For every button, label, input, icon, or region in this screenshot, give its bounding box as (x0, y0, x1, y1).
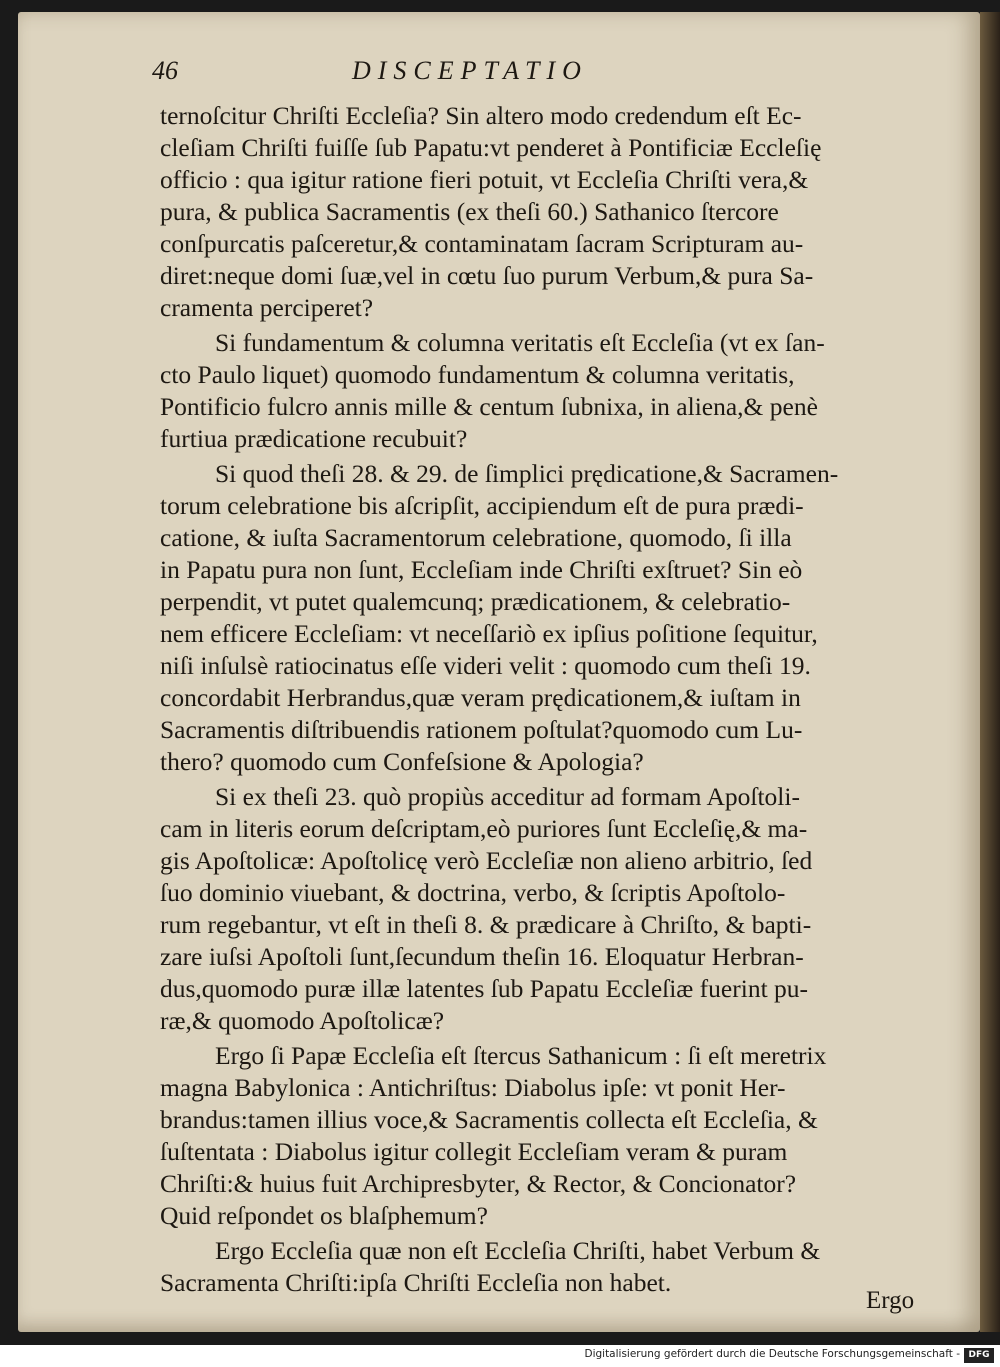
text-line: ternoſcitur Chriſti Eccleſia? Sin altero modo credendum eſt Ec- (160, 101, 802, 130)
paragraph (160, 100, 932, 324)
text-line: Chriſti:& huius fuit Archipresbyter, & Rector, & Concionator? (160, 1169, 797, 1198)
text-line: cam in literis eorum deſcriptam,eò puriores ſunt Eccleſię,& ma- (160, 814, 808, 843)
text-line: thero? quomodo cum Confeſsione & Apologia? (160, 747, 644, 776)
text-line: in Papatu pura non ſunt, Eccleſiam inde Chriſti exſtruet? Sin eò (160, 555, 803, 584)
text-line: rum regebantur, vt eſt in theſi 8. & prædicare à Chriſto, & bapti- (160, 910, 812, 939)
text-line: Sacramentis diſtribuendis rationem poſtulat?quomodo cum Lu- (160, 715, 803, 744)
text-line: niſi inſulsè ratiocinatus eſſe videri velit : quomodo cum theſi 19. (160, 651, 811, 680)
text-line: diret:neque domi ſuæ,vel in cœtu ſuo purum Verbum,& pura Sa- (160, 261, 814, 290)
text-line: Ergo ſi Papæ Eccleſia eſt ſtercus Sathanicum : ſi eſt meretrix (215, 1041, 827, 1070)
text-line: Si fundamentum & columna veritatis eſt Eccleſia (vt ex ſan- (215, 328, 825, 357)
text-line: Pontificio fulcro annis mille & centum ſubnixa, in aliena,& penè (160, 392, 818, 421)
text-line: cramenta perciperet? (160, 293, 374, 322)
paragraph (160, 1235, 932, 1299)
page-header (152, 56, 672, 90)
text-line: officio : qua igitur ratione fieri potuit, vt Eccleſia Chriſti vera,& (160, 165, 809, 194)
footer-credit: Digitalisierung gefördert durch die Deutsche Forschungsgemeinschaft - (584, 1348, 960, 1360)
text-line: ſuſtentata : Diabolus igitur collegit Eccleſiam veram & puram (160, 1137, 788, 1166)
book-binding (980, 12, 1000, 1332)
text-line: nem efficere Eccleſiam: vt neceſſariò ex ipſius poſitione ſequitur, (160, 619, 818, 648)
text-line: conſpurcatis paſceretur,& contaminatam ſacram Scripturam au- (160, 229, 804, 258)
text-block (160, 100, 932, 1302)
text-line: catione, & iuſta Sacramentorum celebratione, quomodo, ſi illa (160, 523, 792, 552)
text-line: brandus:tamen illius voce,& Sacramentis collecta eſt Eccleſia, & (160, 1105, 818, 1134)
paragraph (160, 458, 932, 778)
paragraph (160, 327, 932, 455)
text-line: Si ex theſi 23. quò propiùs acceditur ad formam Apoſtoli- (215, 782, 800, 811)
text-line: gis Apoſtolicæ: Apoſtolicę verò Eccleſiæ non alieno arbitrio, ſed (160, 846, 813, 875)
text-line: cleſiam Chriſti fuiſſe ſub Papatu:vt penderet à Pontificiæ Eccleſię (160, 133, 822, 162)
text-line: Ergo Eccleſia quæ non eſt Eccleſia Chriſti, habet Verbum & (215, 1236, 821, 1265)
paragraph (160, 1040, 932, 1232)
text-line: ſuo dominio viuebant, & doctrina, verbo, & ſcriptis Apoſtolo- (160, 878, 786, 907)
text-line: zare iuſsi Apoſtoli ſunt,ſecundum theſin 16. Eloquatur Herbran- (160, 942, 804, 971)
text-line: concordabit Herbrandus,quæ veram prędicationem,& iuſtam in (160, 683, 801, 712)
text-line: pura, & publica Sacramentis (ex theſi 60.) Sathanico ſtercore (160, 197, 779, 226)
page-number: 46 (152, 56, 178, 85)
text-line: furtiua prædicatione recubuit? (160, 424, 468, 453)
text-line: Si quod theſi 28. & 29. de ſimplici prędicatione,& Sacramen- (215, 459, 839, 488)
paragraph (160, 781, 932, 1037)
text-line: Quid reſpondet os blaſphemum? (160, 1201, 488, 1230)
catchword: Ergo (866, 1287, 915, 1314)
text-line: dus,quomodo puræ illæ latentes ſub Papatu Eccleſiæ fuerint pu- (160, 974, 809, 1003)
digitization-footer (0, 1345, 1000, 1367)
text-line: cto Paulo liquet) quomodo fundamentum & columna veritatis, (160, 360, 795, 389)
text-line: magna Babylonica : Antichriſtus: Diabolus ipſe: vt ponit Her- (160, 1073, 786, 1102)
text-line: Sacramenta Chriſti:ipſa Chriſti Eccleſia non habet. (160, 1268, 672, 1297)
dfg-logo: DFG (964, 1348, 994, 1363)
text-line: torum celebratione bis aſcripſit, accipiendum eſt de pura prædi- (160, 491, 804, 520)
running-title: DISCEPTATIO (352, 56, 588, 85)
text-line: ræ,& quomodo Apoſtolicæ? (160, 1006, 445, 1035)
text-line: perpendit, vt putet qualemcunq; prædicationem, & celebratio- (160, 587, 791, 616)
